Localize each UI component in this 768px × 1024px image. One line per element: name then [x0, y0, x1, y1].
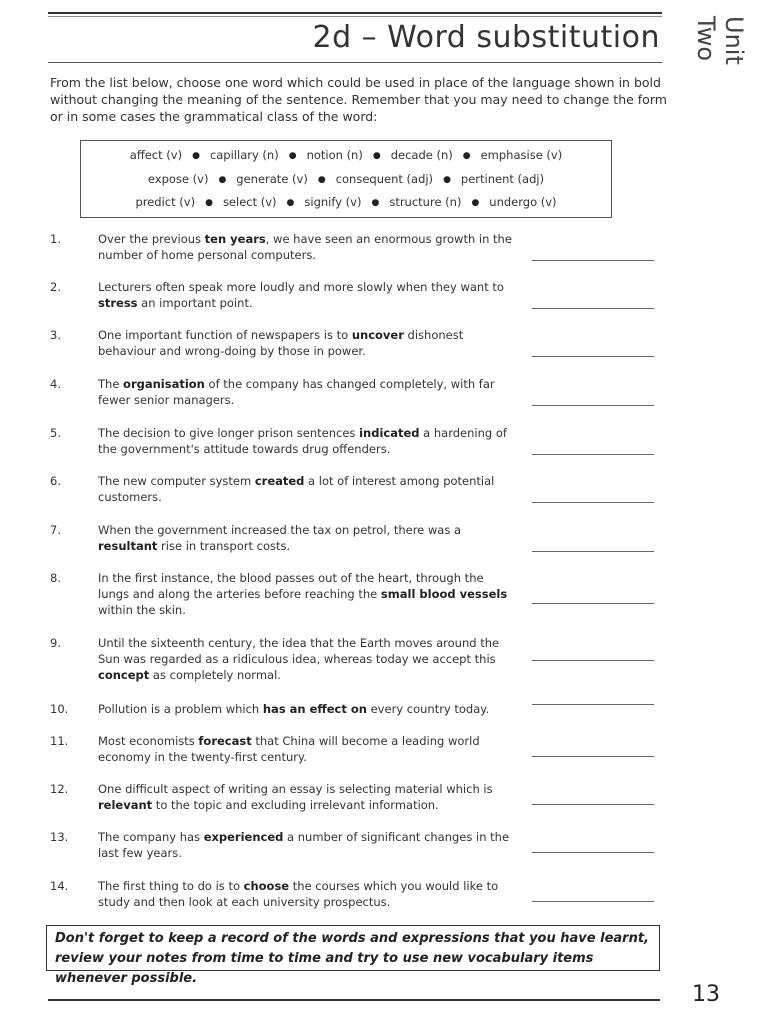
question-text-after: , we have seen an enormous growth in the number of home personal computers.: [98, 232, 512, 262]
target-phrase: ten years: [204, 232, 266, 246]
question-text: [98, 781, 513, 813]
answer-line[interactable]: [532, 603, 654, 604]
question-text-after: as completely normal.: [149, 668, 281, 682]
word-option: pertinent (adj): [460, 172, 545, 186]
answer-line[interactable]: [532, 704, 654, 705]
unit-label: Unit Two: [692, 16, 748, 65]
question-number: 12.: [50, 782, 69, 796]
question-text-after: of the company has changed completely, with far fewer senior managers.: [98, 377, 495, 407]
bullet-icon: ●: [317, 175, 326, 185]
word-option: notion (n): [306, 148, 363, 162]
answer-line[interactable]: [532, 901, 654, 902]
question-text: [98, 733, 513, 765]
word-option: affect (v): [129, 148, 183, 162]
word-row-3: [81, 195, 611, 209]
question-text-before: The decision to give longer prison sentences: [98, 426, 360, 440]
question-text-after: a lot of interest among potential customers.: [98, 474, 495, 504]
question-text: [98, 425, 513, 457]
word-row-1: [81, 148, 611, 162]
target-phrase: created: [254, 474, 305, 488]
word-option: decade (n): [390, 148, 453, 162]
word-option: signify (v): [304, 195, 362, 209]
question-text: [98, 376, 513, 408]
question-text-before: The first thing to do is to: [98, 879, 244, 893]
word-option: undergo (v): [489, 195, 557, 209]
question-text-after: rise in transport costs.: [157, 539, 291, 553]
question-text: [98, 635, 513, 683]
top-rule-thin: [48, 16, 662, 17]
note-box: [46, 925, 660, 986]
bullet-icon: ●: [218, 175, 227, 185]
target-phrase: uncover: [351, 328, 404, 342]
question-text-after: the courses which you would like to study and then look at each university prospectus.: [98, 879, 499, 909]
question-text-before: One important function of newspapers is to: [98, 328, 352, 342]
target-phrase: small blood vessels: [380, 587, 508, 601]
question-text-before: The: [98, 377, 124, 391]
question-text-before: One difficult aspect of writing an essay is selecting material which is: [98, 782, 493, 796]
word-option: emphasise (v): [480, 148, 563, 162]
question-number: 8.: [50, 571, 61, 585]
word-option: expose (v): [147, 172, 209, 186]
answer-line[interactable]: [532, 804, 654, 805]
word-option: consequent (adj): [335, 172, 434, 186]
word-list-box: [80, 140, 612, 218]
question-text-before: Most economists: [98, 734, 199, 748]
question-number: 3.: [50, 328, 61, 342]
bullet-icon: ●: [288, 151, 297, 161]
top-rule: [48, 12, 662, 14]
question-text-after: dishonest behaviour and wrong-doing by those in power.: [98, 328, 464, 358]
question-text: [98, 473, 513, 505]
bullet-icon: ●: [205, 198, 213, 208]
bottom-rule: [48, 999, 660, 1001]
instructions: From the list below, choose one word which could be used in place of the language shown in bold without changing the meaning of the sentence. Remember that you may need to change the form or in some cases the grammatical class of the word:: [50, 75, 667, 124]
bullet-icon: ●: [443, 175, 451, 185]
answer-line[interactable]: [532, 551, 654, 552]
question-text: [98, 829, 513, 861]
question-text-after: a number of significant changes in the last few years.: [98, 830, 510, 860]
bullet-icon: ●: [371, 198, 380, 208]
word-option: structure (n): [389, 195, 462, 209]
question-text: [98, 231, 513, 263]
question-number: 6.: [50, 474, 61, 488]
question-number: 14.: [50, 879, 69, 893]
word-option: capillary (n): [209, 148, 279, 162]
question-text: [98, 522, 513, 554]
question-text-after: an important point.: [137, 296, 253, 310]
target-phrase: organisation: [123, 377, 205, 391]
question-number: 2.: [50, 280, 61, 294]
question-text-before: Until the sixteenth century, the idea that the Earth moves around the Sun was regarded as a ridiculous idea, whereas today we accept this: [98, 636, 500, 666]
question-text-before: Pollution is a problem which: [98, 702, 263, 716]
answer-line[interactable]: [532, 454, 654, 455]
question-number: 5.: [50, 426, 61, 440]
answer-line[interactable]: [532, 660, 654, 661]
answer-line[interactable]: [532, 756, 654, 757]
answer-line[interactable]: [532, 308, 654, 309]
question-number: 10.: [50, 702, 69, 716]
question-text-after: to the topic and excluding irrelevant information.: [152, 798, 439, 812]
page-number: 13: [692, 982, 720, 1007]
question-text-after: every country today.: [366, 702, 490, 716]
question-number: 4.: [50, 377, 61, 391]
page-title: 2d – Word substitution: [312, 20, 660, 55]
target-phrase: relevant: [98, 798, 153, 812]
target-phrase: concept: [98, 668, 150, 682]
question-text-after: that China will become a leading world economy in the twenty-first century.: [98, 734, 480, 764]
question-text: [98, 279, 513, 311]
target-phrase: forecast: [198, 734, 252, 748]
question-text-after: within the skin.: [98, 603, 186, 617]
question-number: 11.: [50, 734, 69, 748]
question-number: 1.: [50, 232, 61, 246]
target-phrase: experienced: [203, 830, 284, 844]
bullet-icon: ●: [372, 151, 381, 161]
question-number: 9.: [50, 636, 61, 650]
question-text-before: The new computer system: [98, 474, 255, 488]
answer-line[interactable]: [532, 260, 654, 261]
title-rule: [48, 62, 662, 63]
question-text-before: The company has: [98, 830, 204, 844]
question-text-before: Over the previous: [98, 232, 205, 246]
word-option: select (v): [222, 195, 277, 209]
question-text-before: Lecturers often speak more loudly and more slowly when they want to: [98, 280, 504, 294]
word-option: generate (v): [236, 172, 308, 186]
question-text-after: a hardening of the government's attitude towards drug offenders.: [98, 426, 507, 456]
bullet-icon: ●: [286, 198, 295, 208]
question-text: [98, 701, 513, 717]
question-number: 7.: [50, 523, 61, 537]
answer-line[interactable]: [532, 405, 654, 406]
answer-line[interactable]: [532, 502, 654, 503]
target-phrase: has an effect on: [262, 702, 367, 716]
word-row-2: [81, 172, 611, 186]
bullet-icon: ●: [192, 151, 200, 161]
target-phrase: indicated: [359, 426, 420, 440]
question-text: [98, 570, 513, 618]
answer-line[interactable]: [532, 356, 654, 357]
question-text: [98, 878, 513, 910]
bullet-icon: ●: [462, 151, 471, 161]
question-text-before: When the government increased the tax on petrol, there was a: [98, 523, 462, 537]
bullet-icon: ●: [471, 198, 480, 208]
question-text-before: In the first instance, the blood passes out of the heart, through the lungs and along the arteries before reaching the: [98, 571, 484, 601]
target-phrase: choose: [243, 879, 290, 893]
question-text: [98, 327, 513, 359]
target-phrase: resultant: [98, 539, 158, 553]
answer-line[interactable]: [532, 852, 654, 853]
word-option: predict (v): [135, 195, 196, 209]
note-text: Don't forget to keep a record of the words and expressions that you have learnt, review your notes from time to time and try to use new vocabulary items whenever possible.: [55, 931, 649, 986]
question-number: 13.: [50, 830, 69, 844]
target-phrase: stress: [98, 296, 138, 310]
